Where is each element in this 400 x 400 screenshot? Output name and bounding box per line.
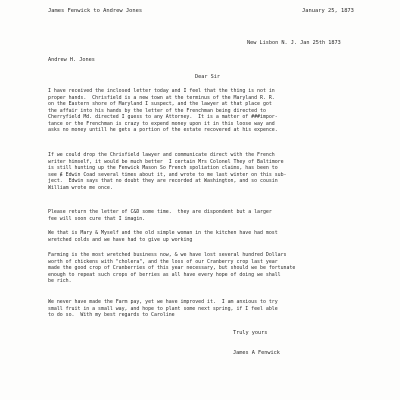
paragraph-line: We never have made the Farm pay, yet we have improved it. I am anxious to try (48, 299, 278, 305)
paragraph-line: fee will soon cure that I imagin. (48, 215, 146, 222)
letter-salutation: Dear Sir (195, 74, 220, 80)
paragraph-line: asks no money untill he gets a portion of the estate recovered at his expence. (48, 127, 278, 133)
paragraph-2 (48, 152, 378, 191)
paragraph-3 (48, 209, 378, 222)
paragraph-line: worth of chickens with "cholera", and the loss of our Cranberry crop last year (48, 258, 278, 265)
paragraph-line: Cherryfield Md. directed I guess to any Attorney. It is a matter of ###impor- (48, 114, 278, 120)
letter-addressee: Andrew H. Jones (48, 57, 95, 63)
paragraph-line: is still hunting up the Fenwick Mason So French spoliation claims, has been to (48, 165, 278, 171)
header-title: James Fenwick to Andrew Jones (48, 8, 143, 14)
paragraph-line: the affair into his hands by the letter of the Frenchman being directed to (48, 107, 266, 114)
paragraph-5 (48, 252, 378, 285)
paragraph-line: Farming is the most wretched business now, & we have lost several hundred Dollars (48, 252, 287, 258)
paragraph-line: made the good crop of Cranberries of this year necessary, but should we be fortunate (48, 265, 296, 271)
letter-closing: Truly yours (233, 330, 268, 336)
paragraph-6 (48, 299, 378, 319)
paragraph-line: be rich. (48, 278, 72, 284)
paragraph-4 (48, 230, 378, 243)
paragraph-line: tance or the Frenchman is crazy to expend money upon it in this loose way and (48, 120, 275, 127)
paragraph-line: Please return the letter of C&D some time. they are dispondent but a larger (48, 209, 272, 215)
paragraph-line: on the Eastern shore of Maryland I suspect, and the lawyer at that place got (48, 101, 272, 107)
paragraph-line: to do so. With my best regards to Caroline (48, 312, 175, 318)
paragraph-line: wretched colds and we have had to give up working (48, 236, 193, 243)
paragraph-1 (48, 88, 378, 134)
letter-signature: James A Fenwick (233, 350, 280, 356)
header-date: January 25, 1873 (302, 8, 354, 14)
letter-place-date: New Lisbon N. J. Jan 25th 1873 (247, 40, 341, 46)
paragraph-line: see ∉ Edwin Coad several times about it, and wrote to me last winter on this sub- (48, 171, 287, 178)
paragraph-line: enough to repeat such crops of berries as all have every hope of doing we shall (48, 271, 281, 278)
paragraph-line: We that is Mary & Myself and the old simple woman in the kitchen have had most (48, 230, 278, 236)
paragraph-line: writer himself, it would be much better I certain Mrs Colonel They of Baltimore (48, 158, 284, 165)
paragraph-line: William wrote me once. (48, 184, 113, 191)
paragraph-line: proper hands. Chrisfield is a new town at the terminus of the Maryland R. R. (48, 94, 275, 101)
paragraph-line: If we could drop the Chrisfield lawyer and communicate direct with the French (48, 152, 275, 158)
paragraph-line: ject. Edwin says that no doubt they are recorded at Washington, and so cousin (48, 178, 278, 184)
paragraph-line: small fruit in a small way, and hope to plant some next spring, if I feel able (48, 305, 278, 312)
paragraph-line: I have received the inclosed letter today and I feel that the thing is not in (48, 88, 275, 94)
